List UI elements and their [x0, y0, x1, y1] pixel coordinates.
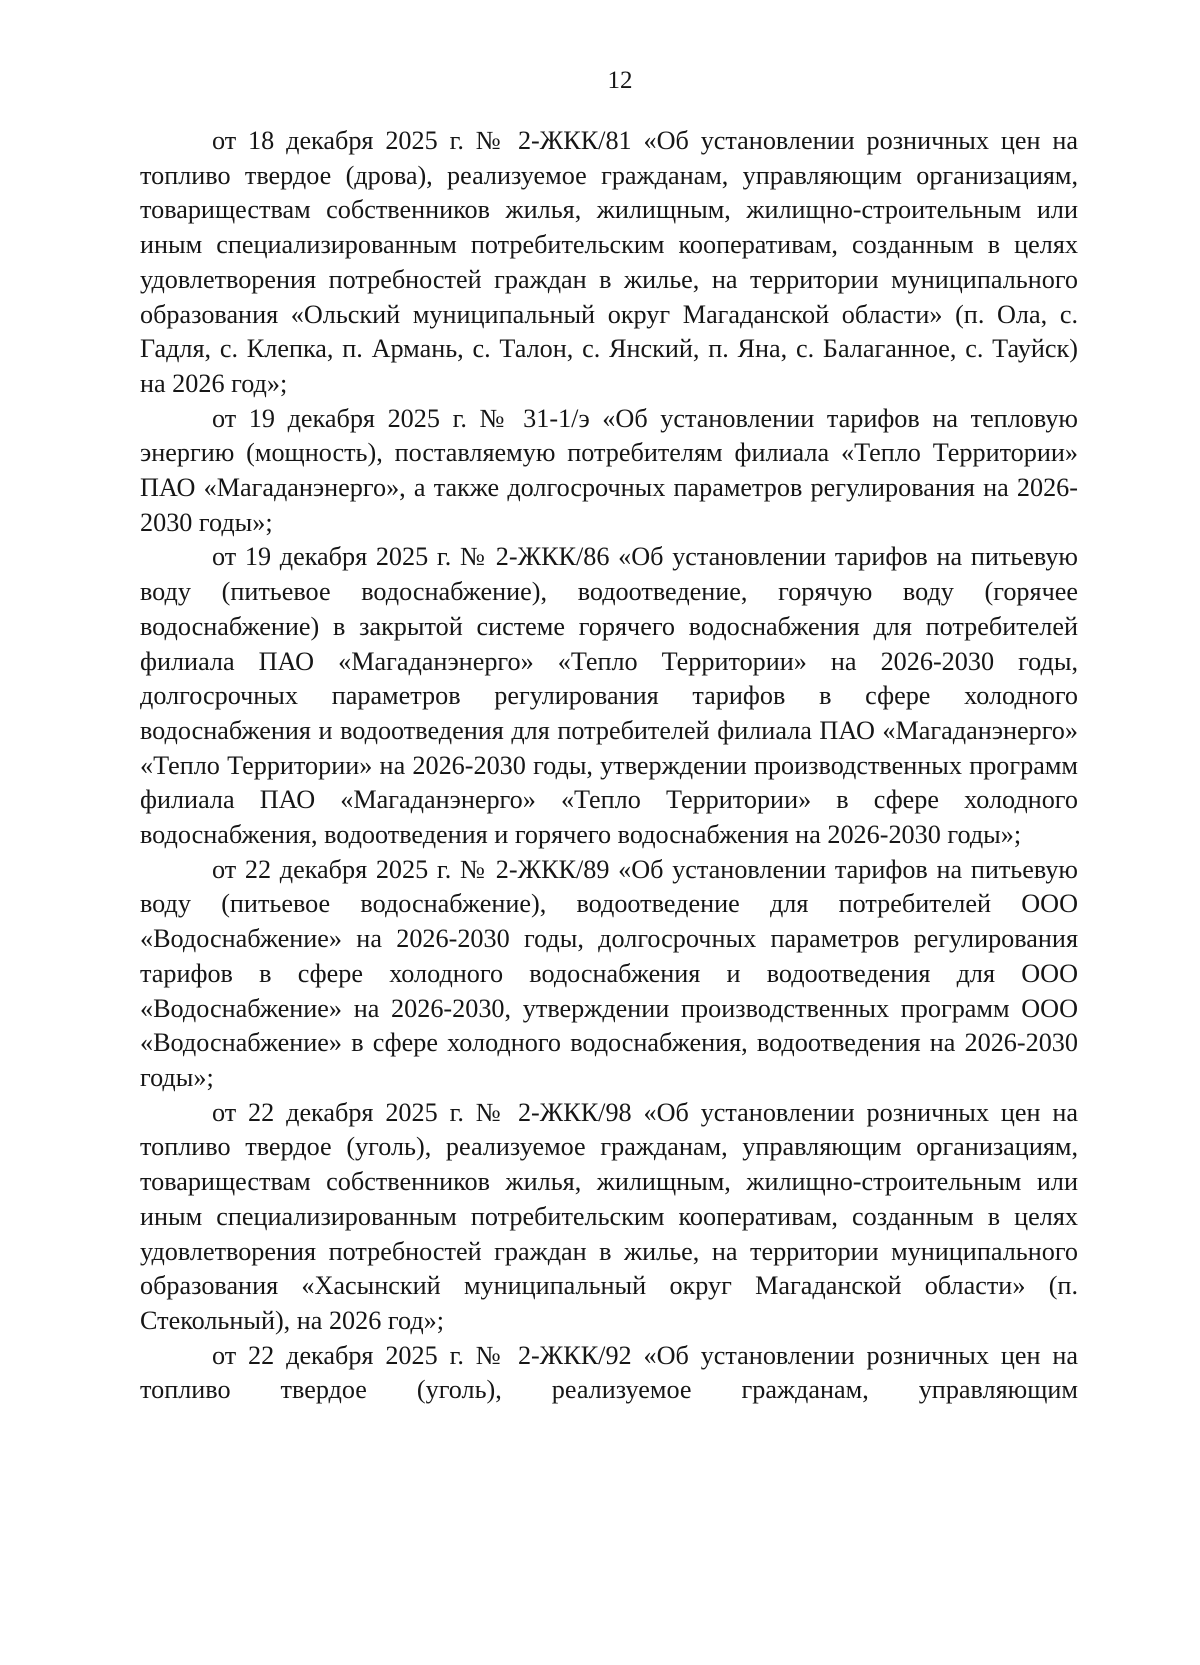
paragraph-resolution-2-zhkk-81: от 18 декабря 2025 г. № 2-ЖКК/81 «Об установлении розничных цен на топливо твердое (дрова), реализуемое гражданам, управляющим организациям, товариществам собственников жилья, жилищным, жилищно-строительным или иным специализированным потребительским кооперативам, созданным в целях удовлетворения потребностей граждан в жилье, на территории муниципального образования «Ольский муниципальный округ Магаданской области» (п. Ола, с. Гадля, с. Клепка, п. Армань, с. Талон, с. Янский, п. Яна, с. Балаганное, с. Тауйск) на 2026 год»; [140, 126, 1078, 398]
page-number: 12 [607, 67, 633, 94]
paragraph-resolution-2-zhkk-98: от 22 декабря 2025 г. № 2-ЖКК/98 «Об установлении розничных цен на топливо твердое (уголь), реализуемое гражданам, управляющим организациям, товариществам собственников жилья, жилищным, жилищно-строительным или иным специализированным потребительским кооперативам, созданным в целях удовлетворения потребностей граждан в жилье, на территории муниципального образования «Хасынский муниципальный округ Магаданской области» (п. Стекольный), на 2026 год»; [140, 1097, 1078, 1335]
document-body [140, 124, 1078, 1408]
paragraph-resolution-31-1-e: от 19 декабря 2025 г. № 31-1/э «Об установлении тарифов на тепловую энергию (мощность), поставляемую потребителям филиала «Тепло Территории» ПАО «Магаданэнерго», а также долгосрочных параметров регулирования на 2026-2030 годы»; [140, 403, 1078, 537]
paragraph-resolution-2-zhkk-92: от 22 декабря 2025 г. № 2-ЖКК/92 «Об установлении розничных цен на топливо твердое (уголь), реализуемое гражданам, управляющим [140, 1340, 1078, 1405]
paragraph-resolution-2-zhkk-89: от 22 декабря 2025 г. № 2-ЖКК/89 «Об установлении тарифов на питьевую воду (питьевое водоснабжение), водоотведение для потребителей ООО «Водоснабжение» на 2026-2030 годы, долгосрочных параметров регулирования тарифов в сфере холодного водоснабжения и водоотведения для ООО «Водоснабжение» на 2026-2030, утверждении производственных программ ООО «Водоснабжение» в сфере холодного водоснабжения, водоотведения на 2026-2030 годы»; [140, 854, 1078, 1092]
paragraph-resolution-2-zhkk-86: от 19 декабря 2025 г. № 2-ЖКК/86 «Об установлении тарифов на питьевую воду (питьевое водоснабжение), водоотведение, горячую воду (горячее водоснабжение) в закрытой системе горячего водоснабжения для потребителей филиала ПАО «Магаданэнерго» «Тепло Территории» на 2026-2030 годы, долгосрочных параметров регулирования тарифов в сфере холодного водоснабжения и водоотведения для потребителей филиала ПАО «Магаданэнерго» «Тепло Территории» на 2026-2030 годы, утверждении производственных программ филиала ПАО «Магаданэнерго» «Тепло Территории» в сфере холодного водоснабжения, водоотведения и горячего водоснабжения на 2026-2030 годы»; [140, 542, 1078, 850]
